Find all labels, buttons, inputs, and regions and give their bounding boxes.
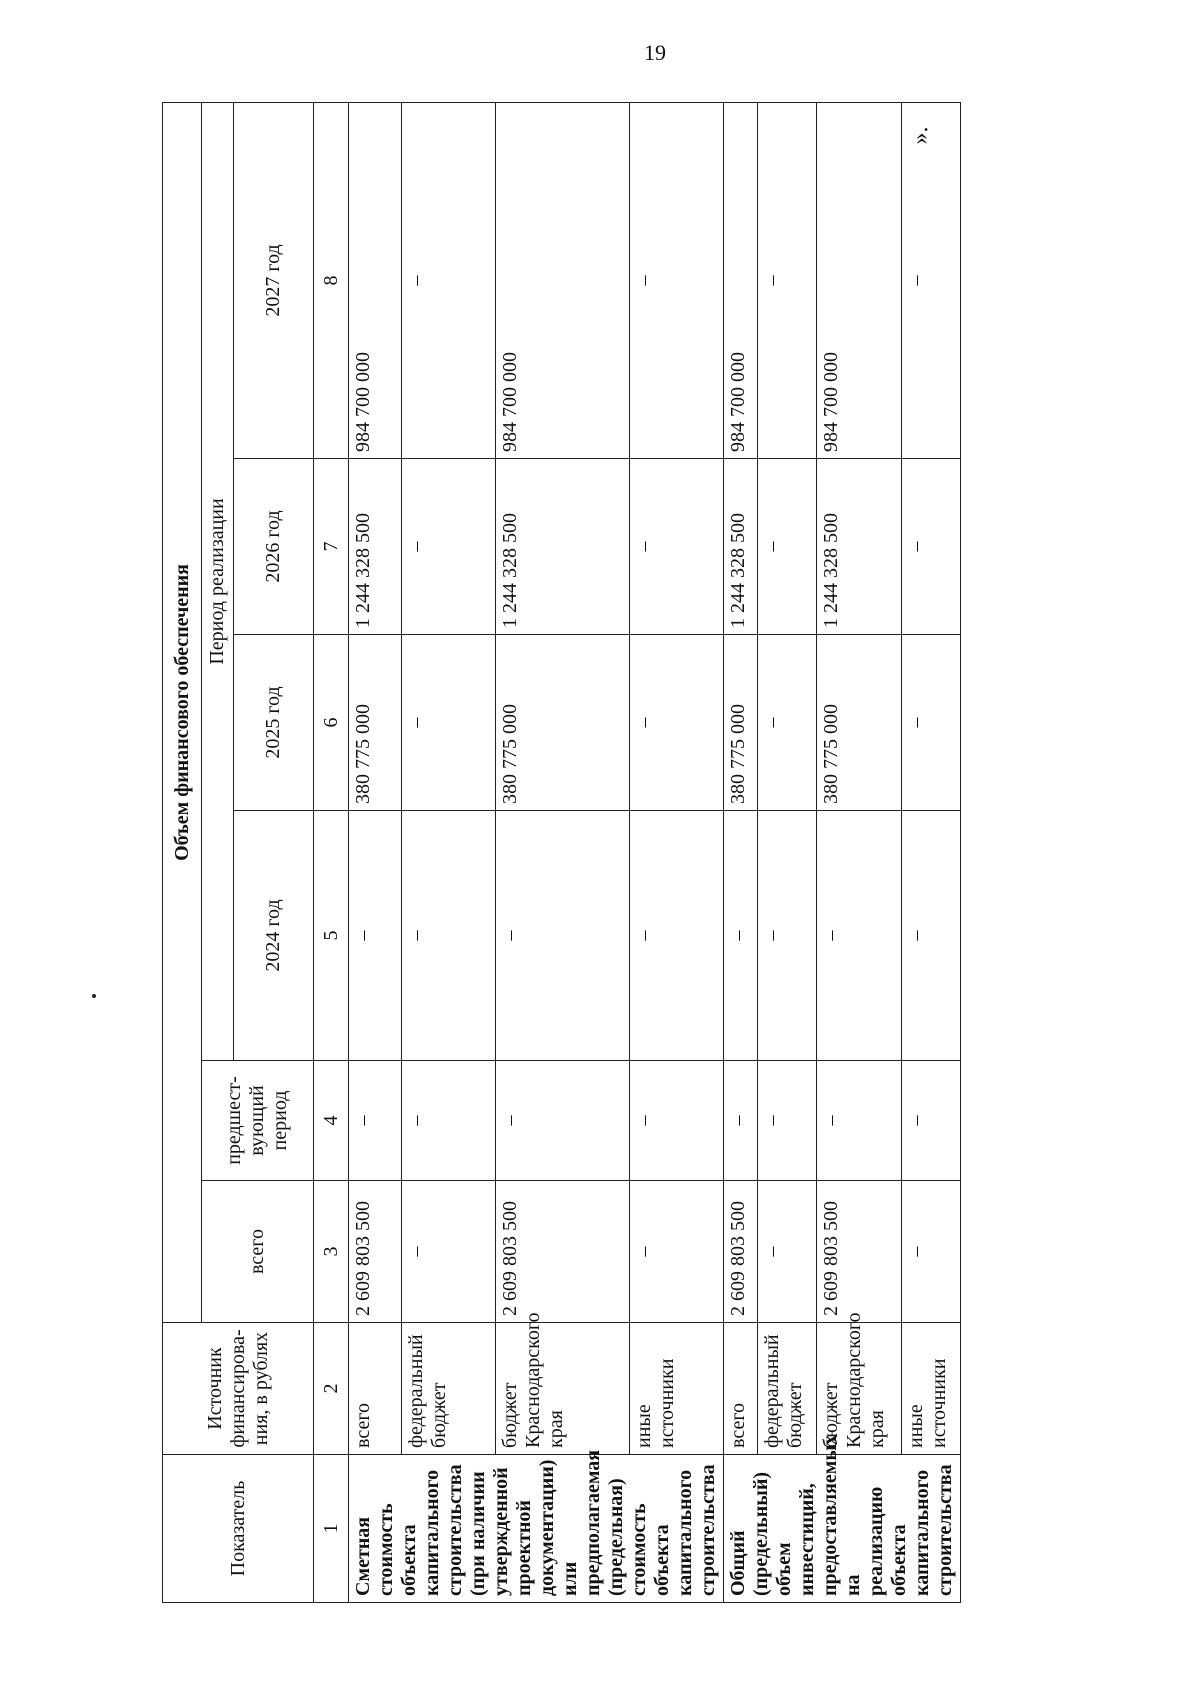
- header-prior-period: предшест-вующий период: [202, 1061, 314, 1181]
- value-cell: –: [901, 102, 960, 458]
- value-cell: 380 775 000: [495, 635, 629, 811]
- value-cell: 984 700 000: [495, 102, 629, 458]
- source-cell: федеральный бюджет: [757, 1323, 816, 1455]
- value-cell: 380 775 000: [724, 635, 758, 811]
- source-cell: всего: [724, 1323, 758, 1455]
- value-cell: –: [402, 459, 496, 635]
- value-cell: 2 609 803 500: [349, 1181, 402, 1323]
- indicator-estimated-cost: Сметная стоимость объекта капитального строительства (при наличии утвержденной проектной документации) или предполагаемая (предельная) стоимость объекта капитального строительства: [349, 1455, 724, 1603]
- source-cell: иные источники: [630, 1323, 724, 1455]
- value-cell: –: [724, 811, 758, 1061]
- value-cell: –: [349, 1061, 402, 1181]
- value-cell: –: [724, 1061, 758, 1181]
- value-cell: –: [495, 811, 629, 1061]
- header-year: 2025 год: [234, 635, 314, 811]
- value-cell: –: [402, 102, 496, 458]
- value-cell: 1 244 328 500: [816, 459, 901, 635]
- indicator-total-investment: Общий (предельный) объем инвестиций, предоставляемых на реализацию объекта капитального строительства: [724, 1455, 961, 1603]
- value-cell: –: [495, 1061, 629, 1181]
- header-year: 2024 год: [234, 811, 314, 1061]
- value-cell: –: [349, 811, 402, 1061]
- column-number: 8: [314, 102, 349, 458]
- column-number: 2: [314, 1323, 349, 1455]
- closing-quote-mark: ».: [907, 126, 934, 145]
- value-cell: –: [630, 1061, 724, 1181]
- financing-table: [162, 102, 961, 1603]
- value-cell: –: [757, 1181, 816, 1323]
- header-indicator: Показатель: [163, 1455, 314, 1603]
- value-cell: –: [757, 102, 816, 458]
- source-cell: бюджет Краснодарского края: [495, 1323, 629, 1455]
- rotated-table-wrapper: [162, 103, 956, 1603]
- value-cell: 1 244 328 500: [349, 459, 402, 635]
- value-cell: 984 700 000: [349, 102, 402, 458]
- value-cell: –: [630, 102, 724, 458]
- source-cell: всего: [349, 1323, 402, 1455]
- value-cell: 2 609 803 500: [816, 1181, 901, 1323]
- column-number: 6: [314, 635, 349, 811]
- column-number: 1: [314, 1455, 349, 1603]
- value-cell: –: [816, 811, 901, 1061]
- header-source: Источник финансирова-ния, в рублях: [163, 1323, 314, 1455]
- value-cell: –: [901, 459, 960, 635]
- value-cell: –: [630, 1181, 724, 1323]
- value-cell: –: [816, 1061, 901, 1181]
- column-number: 3: [314, 1181, 349, 1323]
- header-implementation-period: Период реализации: [202, 102, 234, 1060]
- value-cell: –: [901, 1181, 960, 1323]
- header-year: 2026 год: [234, 459, 314, 635]
- value-cell: 2 609 803 500: [495, 1181, 629, 1323]
- value-cell: –: [630, 459, 724, 635]
- header-total: всего: [202, 1181, 314, 1323]
- value-cell: –: [630, 635, 724, 811]
- value-cell: 380 775 000: [349, 635, 402, 811]
- source-cell: федеральный бюджет: [402, 1323, 496, 1455]
- column-number: 5: [314, 811, 349, 1061]
- value-cell: 984 700 000: [724, 102, 758, 458]
- value-cell: –: [402, 811, 496, 1061]
- value-cell: –: [901, 811, 960, 1061]
- value-cell: –: [901, 635, 960, 811]
- value-cell: –: [402, 1181, 496, 1323]
- source-cell: иные источники: [901, 1323, 960, 1455]
- value-cell: –: [402, 635, 496, 811]
- value-cell: 984 700 000: [816, 102, 901, 458]
- stray-dot: [92, 994, 96, 998]
- value-cell: –: [757, 459, 816, 635]
- header-year: 2027 год: [234, 102, 314, 458]
- value-cell: 1 244 328 500: [724, 459, 758, 635]
- value-cell: –: [901, 1061, 960, 1181]
- value-cell: –: [757, 811, 816, 1061]
- value-cell: –: [402, 1061, 496, 1181]
- column-number: 7: [314, 459, 349, 635]
- value-cell: –: [757, 635, 816, 811]
- source-cell: бюджет Краснодарского края: [816, 1323, 901, 1455]
- value-cell: 1 244 328 500: [495, 459, 629, 635]
- value-cell: –: [630, 811, 724, 1061]
- table-title: Объем финансового обеспечения: [163, 102, 202, 1322]
- column-number: 4: [314, 1061, 349, 1181]
- value-cell: –: [757, 1061, 816, 1181]
- page-number: 19: [644, 40, 666, 65]
- value-cell: 2 609 803 500: [724, 1181, 758, 1323]
- value-cell: 380 775 000: [816, 635, 901, 811]
